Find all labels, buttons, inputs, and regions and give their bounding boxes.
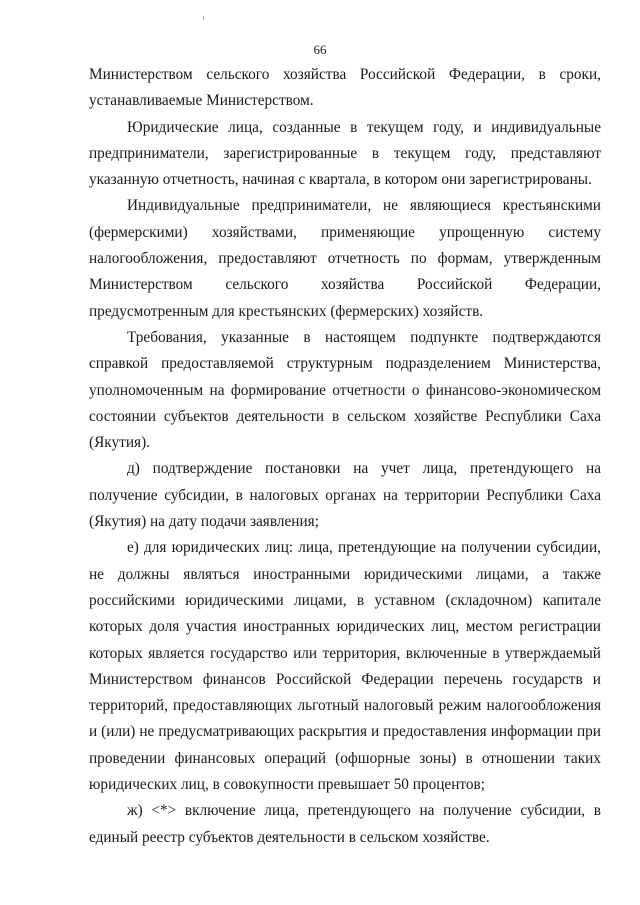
page-number: 66 <box>313 42 327 57</box>
paragraph-continuation: Министерством сельского хозяйства Российской Федерации, в сроки, устанавливаемые Министерством. <box>89 66 601 110</box>
paragraph-item-e: е) для юридических лиц: лица, претендующие на получении субсидии, не должны являться иностранными юридическими лицами, а также российскими юридическими лицами, в уставном (складочном) капитале которых доля участия иностранных юридических лиц, местом регистрации которых является государство или территория, включенные в утверждаемый Министерством финансов Российской Федерации перечень государств и территорий, предоставляющих льготный налоговый режим налогообложения и (или) не предусматривающих раскрытия и предоставления информации при проведении финансовых операций (офшорные зоны) в отношении таких юридических лиц, в совокупности превышает 50 процентов; <box>89 539 601 794</box>
document-body <box>89 62 601 851</box>
paragraph-requirements: Требования, указанные в настоящем подпункте подтверждаются справкой предоставляемой структурным подразделением Министерства, уполномоченным на формирование отчетности о финансово-экономическом состоянии субъектов деятельности в сельском хозяйстве Республики Саха (Якутия). <box>89 328 601 452</box>
paragraph-individual-entrepreneurs: Индивидуальные предприниматели, не являющиеся крестьянскими (фермерскими) хозяйствами, применяющие упрощенную систему налогообложения, предоставляют отчетность по формам, утвержденным Министерством сельского хозяйства Российской Федерации, предусмотренным для крестьянских (фермерских) хозяйств. <box>89 197 601 320</box>
paragraph-item-zh: ж) <*> включение лица, претендующего на получение субсидии, в единый реестр субъектов деятельности в сельском хозяйстве. <box>89 802 601 846</box>
paragraph-new-entities: Юридические лица, созданные в текущем году, и индивидуальные предприниматели, зарегистрированные в текущем году, представляют указанную отчетность, начиная с квартала, в котором они зарегистрированы. <box>89 118 601 189</box>
scan-mark <box>203 16 204 20</box>
paragraph-item-d: д) подтверждение постановки на учет лица, претендующего на получение субсидии, в налоговых органах на территории Республики Саха (Якутия) на дату подачи заявления; <box>89 460 601 531</box>
